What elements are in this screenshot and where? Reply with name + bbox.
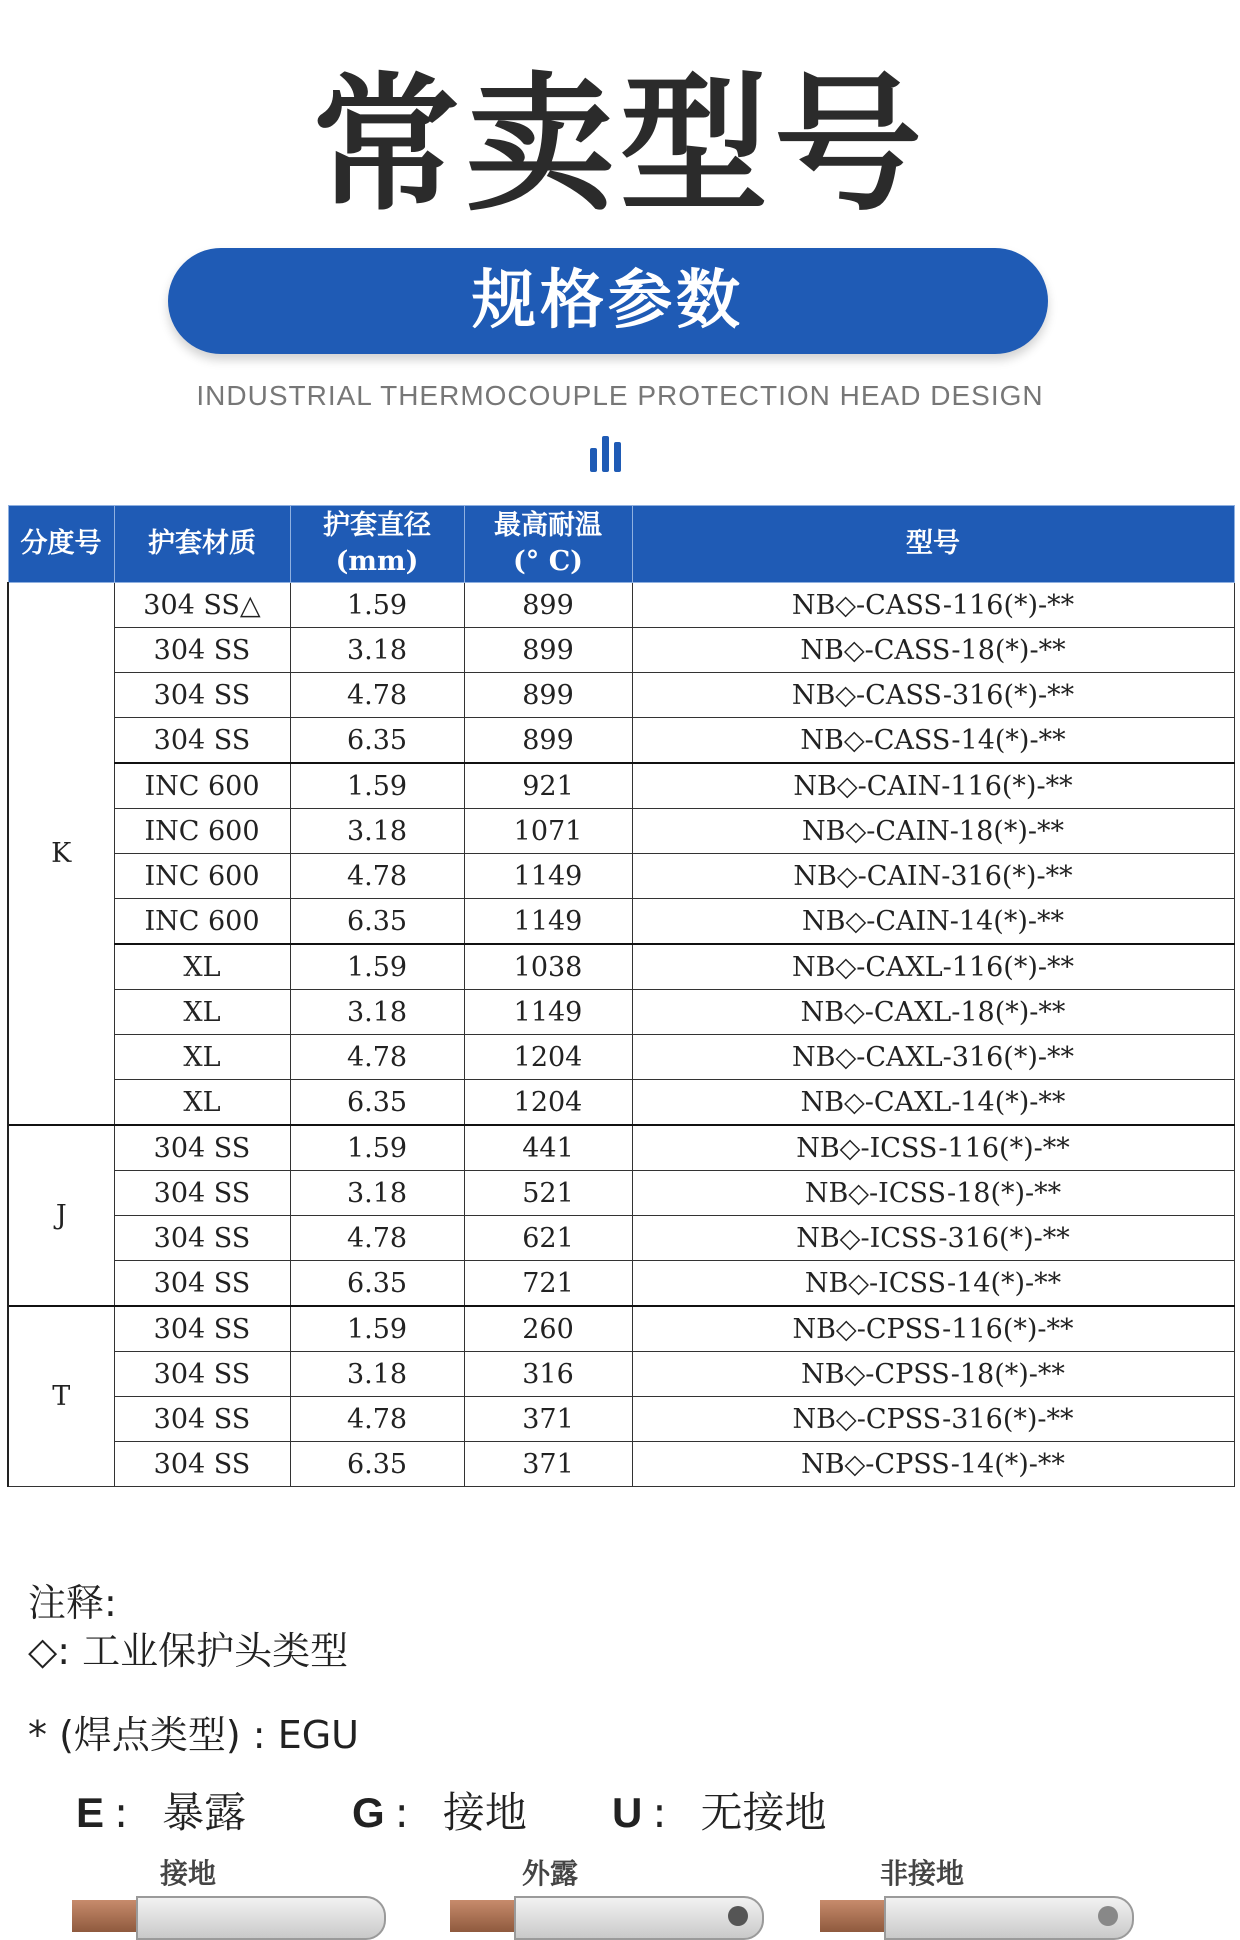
material-cell: 304 SS bbox=[114, 1397, 290, 1442]
model-cell: NB◇-CAIN-116(*)-** bbox=[632, 763, 1234, 809]
temp-cell: 899 bbox=[464, 628, 632, 673]
temp-cell: 1204 bbox=[464, 1080, 632, 1126]
model-cell: NB◇-CASS-14(*)-** bbox=[632, 718, 1234, 764]
material-cell: INC 600 bbox=[114, 854, 290, 899]
material-cell: 304 SS bbox=[114, 673, 290, 718]
table-row bbox=[8, 854, 1234, 899]
spec-pill-banner bbox=[168, 248, 1048, 354]
table-row bbox=[8, 1080, 1234, 1126]
material-cell: 304 SS bbox=[114, 1306, 290, 1352]
header-diameter-l1: 护套直径 bbox=[323, 510, 431, 541]
notes-diamond: ◇: 工业保护头类型 bbox=[28, 1629, 349, 1673]
material-cell: XL bbox=[114, 1080, 290, 1126]
diameter-cell: 3.18 bbox=[290, 1171, 464, 1216]
temp-cell: 1149 bbox=[464, 990, 632, 1035]
diameter-cell: 3.18 bbox=[290, 628, 464, 673]
temp-cell: 1204 bbox=[464, 1035, 632, 1080]
header-diameter bbox=[290, 506, 464, 583]
grade-cell: T bbox=[8, 1306, 114, 1487]
junction-e-sep: : bbox=[114, 1788, 129, 1837]
diagram-label-exposed: 外露 bbox=[522, 1857, 579, 1890]
diameter-cell: 1.59 bbox=[290, 1125, 464, 1171]
diameter-cell: 3.18 bbox=[290, 809, 464, 854]
model-cell: NB◇-CPSS-14(*)-** bbox=[632, 1442, 1234, 1487]
diameter-cell: 4.78 bbox=[290, 1397, 464, 1442]
table-row bbox=[8, 1306, 1234, 1352]
junction-g bbox=[352, 1780, 527, 1840]
notes-heading: 注释: bbox=[28, 1581, 117, 1625]
temp-cell: 260 bbox=[464, 1306, 632, 1352]
table-row bbox=[8, 1171, 1234, 1216]
diameter-cell: 6.35 bbox=[290, 1261, 464, 1307]
diameter-cell: 4.78 bbox=[290, 1035, 464, 1080]
material-cell: XL bbox=[114, 944, 290, 990]
temp-cell: 721 bbox=[464, 1261, 632, 1307]
model-cell: NB◇-ICSS-18(*)-** bbox=[632, 1171, 1234, 1216]
material-cell: 304 SS bbox=[114, 1216, 290, 1261]
model-cell: NB◇-CASS-316(*)-** bbox=[632, 673, 1234, 718]
header-material: 护套材质 bbox=[114, 506, 290, 583]
material-cell: INC 600 bbox=[114, 899, 290, 945]
temp-cell: 316 bbox=[464, 1352, 632, 1397]
diameter-cell: 1.59 bbox=[290, 1306, 464, 1352]
diameter-cell: 6.35 bbox=[290, 899, 464, 945]
table-row bbox=[8, 583, 1234, 628]
temp-cell: 899 bbox=[464, 583, 632, 628]
header-model: 型号 bbox=[632, 506, 1234, 583]
table-row bbox=[8, 673, 1234, 718]
temp-cell: 441 bbox=[464, 1125, 632, 1171]
grade-cell: J bbox=[8, 1125, 114, 1306]
table-row bbox=[8, 809, 1234, 854]
temp-cell: 371 bbox=[464, 1397, 632, 1442]
model-cell: NB◇-ICSS-116(*)-** bbox=[632, 1125, 1234, 1171]
material-cell: INC 600 bbox=[114, 809, 290, 854]
material-cell: INC 600 bbox=[114, 763, 290, 809]
table-row bbox=[8, 1216, 1234, 1261]
temp-cell: 621 bbox=[464, 1216, 632, 1261]
model-cell: NB◇-ICSS-14(*)-** bbox=[632, 1261, 1234, 1307]
table-row bbox=[8, 990, 1234, 1035]
table-row bbox=[8, 1352, 1234, 1397]
grade-cell: K bbox=[8, 583, 114, 1126]
diameter-cell: 1.59 bbox=[290, 944, 464, 990]
material-cell: XL bbox=[114, 990, 290, 1035]
temp-cell: 1149 bbox=[464, 854, 632, 899]
temp-cell: 899 bbox=[464, 718, 632, 764]
model-cell: NB◇-CAIN-14(*)-** bbox=[632, 899, 1234, 945]
table-row bbox=[8, 1397, 1234, 1442]
table-row bbox=[8, 628, 1234, 673]
diagram-label-ungrounded: 非接地 bbox=[880, 1857, 965, 1890]
table-row bbox=[8, 718, 1234, 764]
diagram-label-grounded: 接地 bbox=[160, 1857, 217, 1890]
diameter-cell: 4.78 bbox=[290, 1216, 464, 1261]
header-temp-l2: (° C) bbox=[513, 546, 583, 577]
diameter-cell: 6.35 bbox=[290, 1442, 464, 1487]
header-diameter-l2: (mm) bbox=[335, 546, 419, 577]
header-temp bbox=[464, 506, 632, 583]
model-cell: NB◇-CAXL-116(*)-** bbox=[632, 944, 1234, 990]
junction-g-label: 接地 bbox=[442, 1788, 527, 1837]
spec-pill-label: 规格参数 bbox=[472, 264, 744, 338]
model-cell: NB◇-CPSS-18(*)-** bbox=[632, 1352, 1234, 1397]
material-cell: 304 SS△ bbox=[114, 583, 290, 628]
model-cell: NB◇-CPSS-116(*)-** bbox=[632, 1306, 1234, 1352]
header-temp-l1: 最高耐温 bbox=[494, 510, 602, 541]
notes-junction: * (焊点类型) : EGU bbox=[28, 1713, 359, 1757]
material-cell: XL bbox=[114, 1035, 290, 1080]
table-row bbox=[8, 1125, 1234, 1171]
diameter-cell: 1.59 bbox=[290, 763, 464, 809]
junction-g-sep: : bbox=[394, 1788, 409, 1837]
junction-g-letter: G bbox=[352, 1789, 385, 1836]
model-cell: NB◇-CAXL-18(*)-** bbox=[632, 990, 1234, 1035]
model-cell: NB◇-ICSS-316(*)-** bbox=[632, 1216, 1234, 1261]
material-cell: 304 SS bbox=[114, 1352, 290, 1397]
model-cell: NB◇-CAXL-316(*)-** bbox=[632, 1035, 1234, 1080]
junction-u bbox=[612, 1780, 827, 1840]
material-cell: 304 SS bbox=[114, 1261, 290, 1307]
material-cell: 304 SS bbox=[114, 1125, 290, 1171]
temp-cell: 1071 bbox=[464, 809, 632, 854]
model-cell: NB◇-CAIN-316(*)-** bbox=[632, 854, 1234, 899]
page-title: 常卖型号 bbox=[312, 59, 928, 231]
table-row bbox=[8, 944, 1234, 990]
model-cell: NB◇-CASS-18(*)-** bbox=[632, 628, 1234, 673]
bars-icon bbox=[590, 436, 634, 472]
temp-cell: 1149 bbox=[464, 899, 632, 945]
table-row bbox=[8, 1035, 1234, 1080]
temp-cell: 521 bbox=[464, 1171, 632, 1216]
model-cell: NB◇-CASS-116(*)-** bbox=[632, 583, 1234, 628]
temp-cell: 371 bbox=[464, 1442, 632, 1487]
junction-e-letter: E bbox=[76, 1789, 105, 1836]
model-cell: NB◇-CAXL-14(*)-** bbox=[632, 1080, 1234, 1126]
junction-e bbox=[76, 1780, 246, 1840]
spec-table bbox=[7, 505, 1235, 1487]
material-cell: 304 SS bbox=[114, 1171, 290, 1216]
diameter-cell: 4.78 bbox=[290, 854, 464, 899]
diameter-cell: 6.35 bbox=[290, 1080, 464, 1126]
temp-cell: 921 bbox=[464, 763, 632, 809]
junction-u-label: 无接地 bbox=[700, 1788, 827, 1837]
material-cell: 304 SS bbox=[114, 718, 290, 764]
model-cell: NB◇-CAIN-18(*)-** bbox=[632, 809, 1234, 854]
header-grade: 分度号 bbox=[8, 506, 114, 583]
diameter-cell: 6.35 bbox=[290, 718, 464, 764]
junction-u-letter: U bbox=[612, 1789, 643, 1836]
subtitle: INDUSTRIAL THERMOCOUPLE PROTECTION HEAD DESIGN bbox=[196, 380, 1044, 411]
junction-u-sep: : bbox=[652, 1788, 667, 1837]
table-row bbox=[8, 899, 1234, 945]
material-cell: 304 SS bbox=[114, 628, 290, 673]
junction-e-label: 暴露 bbox=[162, 1788, 247, 1837]
model-cell: NB◇-CPSS-316(*)-** bbox=[632, 1397, 1234, 1442]
material-cell: 304 SS bbox=[114, 1442, 290, 1487]
table-row bbox=[8, 1261, 1234, 1307]
diameter-cell: 1.59 bbox=[290, 583, 464, 628]
table-row bbox=[8, 1442, 1234, 1487]
temp-cell: 1038 bbox=[464, 944, 632, 990]
table-row bbox=[8, 763, 1234, 809]
temp-cell: 899 bbox=[464, 673, 632, 718]
diameter-cell: 3.18 bbox=[290, 990, 464, 1035]
diameter-cell: 4.78 bbox=[290, 673, 464, 718]
table-header-row bbox=[8, 506, 1234, 583]
diameter-cell: 3.18 bbox=[290, 1352, 464, 1397]
